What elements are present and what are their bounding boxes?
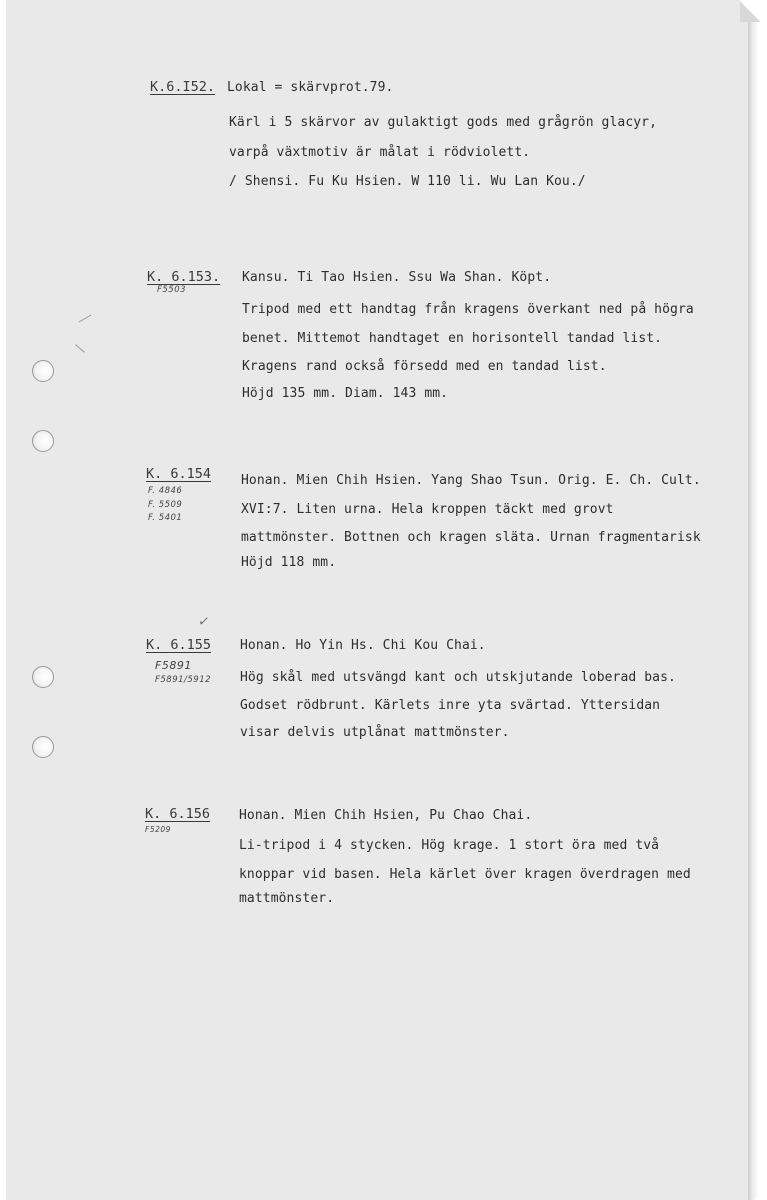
entry-text-line: Tripod med ett handtag från kragens överkant ned på högra [242,302,694,317]
binder-hole [32,430,54,452]
handwritten-note: F. 4846 [148,486,183,496]
entry-text-line: visar delvis utplånat mattmönster. [240,725,510,740]
handwritten-note: F5891/5912 [155,675,212,685]
entry-text-line: XVI:7. Liten urna. Hela kroppen täckt med grovt [241,502,614,517]
handwritten-note: F5503 [157,285,187,295]
entry-text-line: Lokal = skärvprot.79. [227,80,394,95]
entry-text-line: mattmönster. Bottnen och kragen släta. Urnan fragmentarisk [241,530,701,545]
entry-text-line: Höjd 118 mm. [241,555,337,570]
entry-text-line: Kragens rand också försedd med en tandad list. [242,359,607,374]
binder-hole [32,736,54,758]
entry-text-line: Godset rödbrunt. Kärlets inre yta svärtad. Yttersidan [240,698,661,713]
binder-hole [32,666,54,688]
binder-hole [32,360,54,382]
entry-text-line: Honan. Ho Yin Hs. Chi Kou Chai. [240,638,486,653]
check-mark: ✓ [196,613,211,631]
folded-corner [740,0,760,22]
page-edge-shadow [748,20,754,1200]
entry-text-line: Honan. Mien Chih Hsien, Pu Chao Chai. [239,808,533,823]
entry-text-line: varpå växtmotiv är målat i rödviolett. [229,145,531,160]
entry-text-line: Höjd 135 mm. Diam. 143 mm. [242,386,449,401]
catalog-number: K. 6.155 [146,637,212,653]
entry-text-line: Kärl i 5 skärvor av gulaktigt gods med grågrön glacyr, [229,115,658,130]
catalog-number: K. 6.153. [147,269,221,285]
entry-text-line: mattmönster. [239,891,335,906]
catalog-number: K.6.I52. [150,79,216,95]
handwritten-note: F5891 [155,659,192,672]
entry-text-line: Kansu. Ti Tao Hsien. Ssu Wa Shan. Köpt. [242,270,552,285]
handwritten-note: F5209 [145,825,171,834]
entry-text-line: benet. Mittemot handtaget en horisontell tandad list. [242,331,663,346]
entry-text-line: Hög skål med utsvängd kant och utskjutande loberad bas. [240,670,676,685]
entry-text-line: knoppar vid basen. Hela kärlet över kragen överdragen med [239,867,691,882]
entry-text-line: / Shensi. Fu Ku Hsien. W 110 li. Wu Lan Kou./ [229,174,586,189]
entry-text-line: Li-tripod i 4 stycken. Hög krage. 1 stort öra med två [239,838,660,853]
handwritten-note: F. 5401 [148,513,183,523]
handwritten-note: F. 5509 [148,500,183,510]
catalog-number: K. 6.156 [145,806,211,822]
catalog-number: K. 6.154 [146,466,212,482]
entry-text-line: Honan. Mien Chih Hsien. Yang Shao Tsun. Orig. E. Ch. Cult. [241,473,701,488]
